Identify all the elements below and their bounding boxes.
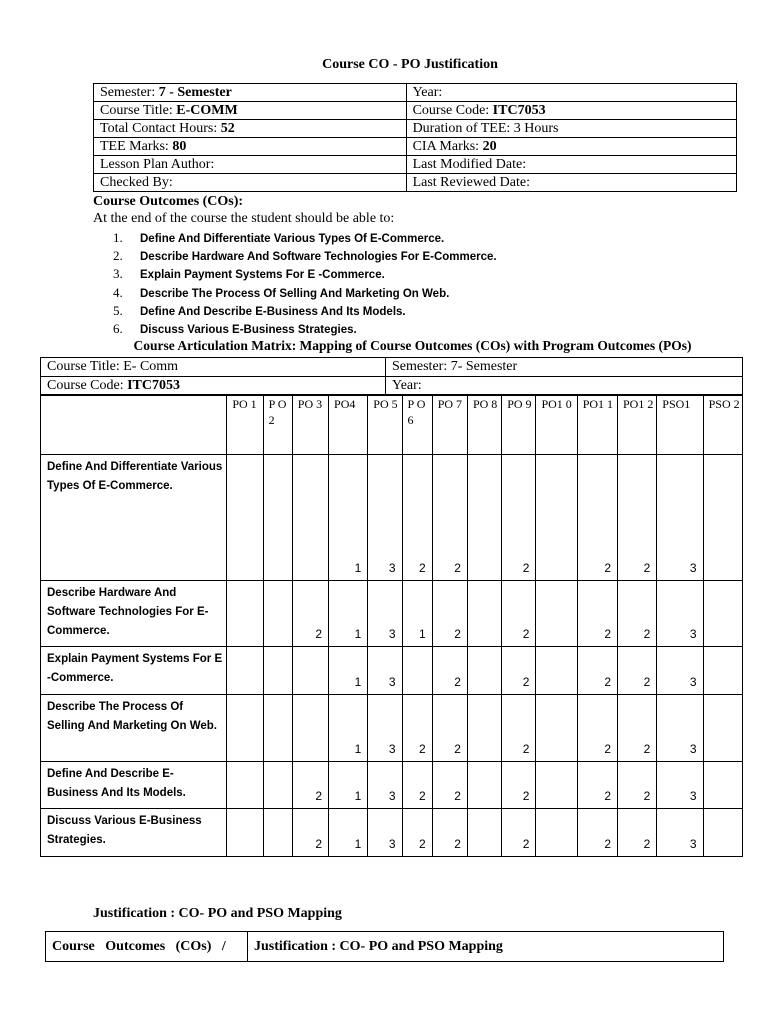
last-modified-cell: Last Modified Date: [406,156,736,174]
course-outcomes-list [113,229,497,338]
matrix-value-cell: 2 [402,695,432,762]
matrix-value-cell: 3 [657,455,703,581]
list-item: 2. Describe Hardware And Software Technologies For E-Commerce. [113,248,497,264]
matrix-value-cell: 2 [618,647,657,695]
matrix-column-header: PO 1 [227,395,263,455]
matrix-value-cell: 3 [657,695,703,762]
course-outcomes-intro: At the end of the course the student should be able to: [93,211,395,226]
matrix-value-cell [467,455,501,581]
list-item: 3. Explain Payment Systems For E -Commerce. [113,266,385,282]
matrix-value-cell [703,455,742,581]
matrix-value-cell [292,455,328,581]
matrix-value-cell [703,695,742,762]
matrix-value-cell: 2 [292,809,328,857]
list-item: 1. Define And Differentiate Various Types Of E-Commerce. [113,230,445,245]
matrix-value-cell: 3 [368,809,402,857]
matrix-value-cell: 2 [502,809,536,857]
matrix-value-cell: 2 [432,455,467,581]
table-row [41,581,743,647]
matrix-value-cell: 3 [368,455,402,581]
matrix-column-header: PSO1 [657,395,703,455]
matrix-column-header: PO 7 [432,395,467,455]
justification-col-co: Course Outcomes (COs) / [46,932,248,962]
matrix-value-cell: 2 [402,762,432,809]
matrix-column-header: PO1 1 [577,395,617,455]
matrix-value-cell: 1 [329,762,368,809]
matrix-value-cell: 1 [329,455,368,581]
matrix-value-cell [227,762,263,809]
course-code-cell: Course Code: ITC7053 [406,102,736,120]
matrix-column-header: PO 8 [467,395,501,455]
matrix-value-cell [227,647,263,695]
matrix-value-cell: 1 [329,695,368,762]
justification-col-mapping: Justification : CO- PO and PSO Mapping [248,932,724,962]
matrix-value-cell [536,695,577,762]
matrix-value-cell: 2 [577,581,617,647]
matrix-value-cell [703,647,742,695]
matrix-co-cell: Define And Differentiate Various Types Of E-Commerce. [41,455,227,581]
matrix-value-cell: 2 [402,809,432,857]
tee-duration-cell: Duration of TEE: 3 Hours [406,120,736,138]
matrix-value-cell [402,647,432,695]
matrix-value-cell: 2 [502,455,536,581]
checked-by-cell: Checked By: [94,174,407,192]
list-item: 5. Define And Describe E-Business And Its Models. [113,302,406,318]
matrix-column-header: PO 5 [368,395,402,455]
matrix-value-cell: 2 [618,762,657,809]
matrix-value-cell [467,581,501,647]
matrix-value-cell [467,647,501,695]
matrix-value-cell: 3 [657,762,703,809]
justification-heading: Justification : CO- PO and PSO Mapping [93,906,342,921]
matrix-value-cell [703,809,742,857]
matrix-value-cell: 2 [402,455,432,581]
matrix-column-header: PO 9 [502,395,536,455]
table-row [41,809,743,857]
matrix-value-cell [536,647,577,695]
matrix-value-cell [263,695,292,762]
matrix-value-cell: 3 [657,581,703,647]
table-row [41,455,743,581]
matrix-value-cell: 3 [657,809,703,857]
matrix-value-cell [263,762,292,809]
matrix-value-cell [292,647,328,695]
matrix-value-cell: 2 [577,809,617,857]
matrix-header-blank [41,395,227,455]
matrix-value-cell [227,455,263,581]
matrix-value-cell: 2 [577,455,617,581]
matrix-value-cell [536,581,577,647]
matrix-year-cell: Year: [386,377,743,396]
matrix-value-cell: 1 [329,647,368,695]
matrix-value-cell [227,695,263,762]
tee-marks-cell: TEE Marks: 80 [94,138,407,156]
matrix-value-cell: 2 [292,581,328,647]
matrix-co-cell: Describe The Process Of Selling And Marketing On Web. [41,695,227,762]
matrix-value-cell: 2 [618,581,657,647]
matrix-value-cell [263,581,292,647]
matrix-value-cell [536,809,577,857]
matrix-value-cell: 2 [618,455,657,581]
matrix-value-cell [703,762,742,809]
matrix-value-cell: 2 [502,762,536,809]
matrix-value-cell: 3 [657,647,703,695]
matrix-value-cell: 2 [292,762,328,809]
matrix-value-cell [227,581,263,647]
semester-cell: Semester: 7 - Semester [94,84,407,102]
matrix-course-title-cell: Course Title: E- Comm [41,358,386,377]
cia-marks-cell: CIA Marks: 20 [406,138,736,156]
matrix-value-cell: 2 [502,695,536,762]
matrix-value-cell: 2 [432,762,467,809]
matrix-value-cell [536,455,577,581]
matrix-value-cell: 1 [329,581,368,647]
matrix-value-cell [263,455,292,581]
list-item: 6. Discuss Various E-Business Strategies. [113,320,357,336]
matrix-value-cell [536,762,577,809]
justification-table [45,931,724,962]
matrix-value-cell [467,762,501,809]
matrix-value-cell: 2 [618,809,657,857]
matrix-co-cell: Discuss Various E-Business Strategies. [41,809,227,857]
matrix-column-header: P O 6 [402,395,432,455]
matrix-value-cell: 2 [577,762,617,809]
matrix-column-header: PO1 2 [618,395,657,455]
matrix-value-cell: 2 [432,647,467,695]
table-row [41,695,743,762]
matrix-co-cell: Explain Payment Systems For E -Commerce. [41,647,227,695]
matrix-semester-cell: Semester: 7- Semester [386,358,743,377]
contact-hours-cell: Total Contact Hours: 52 [94,120,407,138]
articulation-matrix [40,394,743,857]
articulation-matrix-heading: Course Articulation Matrix: Mapping of Course Outcomes (COs) with Program Outcomes (POs) [133,338,692,353]
matrix-value-cell [292,695,328,762]
matrix-column-header: PSO 2 [703,395,742,455]
matrix-value-cell [263,647,292,695]
year-cell: Year: [406,84,736,102]
matrix-value-cell [263,809,292,857]
matrix-value-cell: 3 [368,581,402,647]
table-row [41,762,743,809]
matrix-value-cell: 3 [368,647,402,695]
matrix-value-cell: 3 [368,762,402,809]
course-outcomes-heading: Course Outcomes (COs): [93,194,244,209]
matrix-value-cell: 2 [432,581,467,647]
matrix-column-header: PO1 0 [536,395,577,455]
course-info-table [93,83,737,192]
matrix-value-cell: 2 [577,647,617,695]
matrix-value-cell [227,809,263,857]
matrix-value-cell: 2 [432,695,467,762]
matrix-value-cell: 2 [432,809,467,857]
matrix-column-header: PO 3 [292,395,328,455]
matrix-info-table [40,357,743,396]
matrix-column-header: P O 2 [263,395,292,455]
matrix-co-cell: Define And Describe E-Business And Its Models. [41,762,227,809]
document-title: Course CO - PO Justification [322,57,498,72]
matrix-value-cell: 3 [368,695,402,762]
matrix-course-code-cell: Course Code: ITC7053 [41,377,386,396]
matrix-value-cell [467,695,501,762]
table-row [41,647,743,695]
matrix-value-cell: 1 [402,581,432,647]
matrix-co-cell: Describe Hardware And Software Technologies For E-Commerce. [41,581,227,647]
last-reviewed-cell: Last Reviewed Date: [406,174,736,192]
matrix-value-cell [703,581,742,647]
matrix-value-cell: 2 [618,695,657,762]
matrix-value-cell: 2 [502,581,536,647]
matrix-value-cell: 2 [502,647,536,695]
matrix-value-cell: 1 [329,809,368,857]
matrix-column-header: PO4 [329,395,368,455]
matrix-value-cell [467,809,501,857]
matrix-value-cell: 2 [577,695,617,762]
course-title-cell: Course Title: E-COMM [94,102,407,120]
list-item: 4. Describe The Process Of Selling And Marketing On Web. [113,284,450,300]
lesson-plan-author-cell: Lesson Plan Author: [94,156,407,174]
